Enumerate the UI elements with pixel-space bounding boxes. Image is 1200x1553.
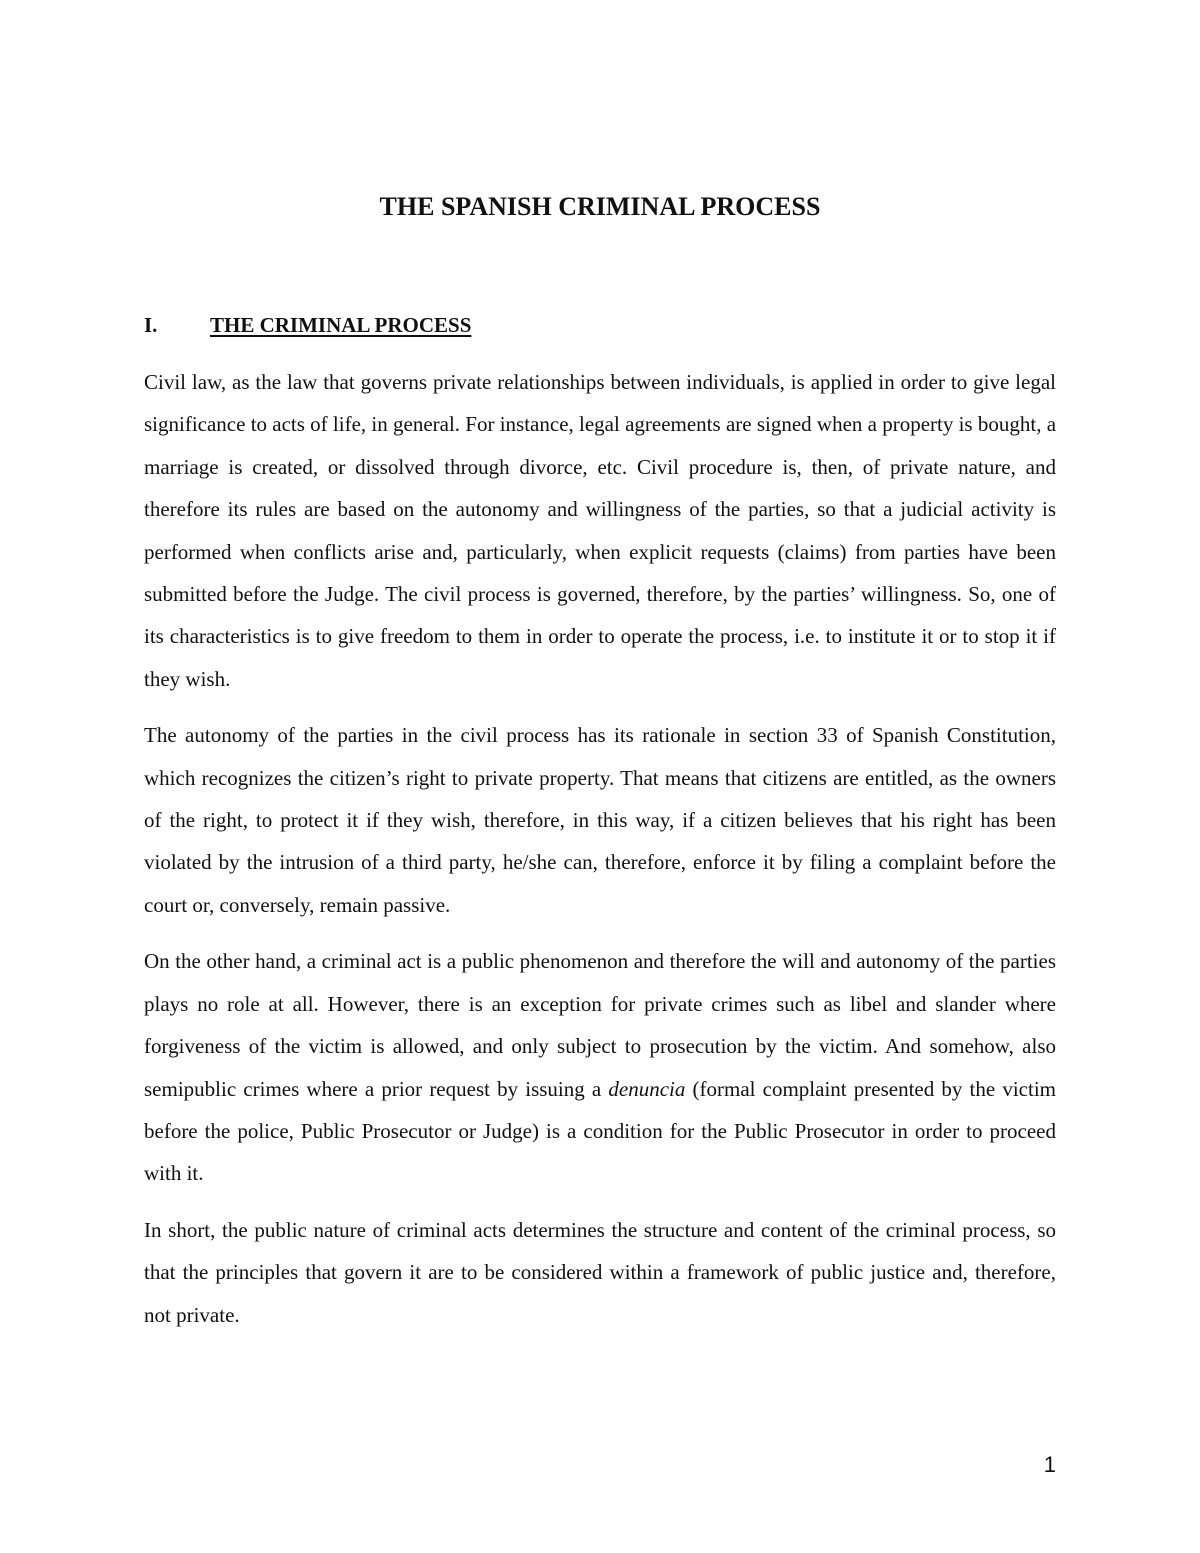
body-paragraph-3 xyxy=(144,940,1056,1194)
section-number: I. xyxy=(144,313,158,337)
page-number: 1 xyxy=(1043,1452,1056,1477)
document-body xyxy=(144,361,1056,1350)
section-heading-label: THE CRIMINAL PROCESS xyxy=(210,313,472,337)
paragraph-3-text-start: On the other hand, a criminal act is a public phenomenon and therefore the will and autonomy of the parties plays no role at all. However, there is an exception for private crimes such as libel and slander where forgiveness of the victim is allowed, and only subject to prosecution by the victim. And somehow, also semipublic crimes where a prior request by issuing a xyxy=(144,949,1056,1101)
body-paragraph-4: In short, the public nature of criminal acts determines the structure and content of the criminal process, so that the principles that govern it are to be considered within a framework of public justice and, therefore, not private. xyxy=(144,1217,1056,1327)
section-heading xyxy=(144,310,471,340)
paragraph-3-text-end: (formal complaint presented by the victim before the police, Public Prosecutor or Judge) is a condition for the Public Prosecutor in order to proceed with it. xyxy=(144,1076,1056,1186)
body-paragraph-2: The autonomy of the parties in the civil process has its rationale in section 33 of Spanish Constitution, which recognizes the citizen’s right to private property. That means that citizens are entitled, as the owners of the right, to protect it if they wish, therefore, in this way, if a citizen believes that his right has been violated by the intrusion of a third party, he/she can, therefore, enforce it by filing a complaint before the court or, conversely, remain passive. xyxy=(144,723,1056,917)
body-paragraph-1: Civil law, as the law that governs private relationships between individuals, is applied in order to give legal significance to acts of life, in general. For instance, legal agreements are signed when a property is bought, a marriage is created, or dissolved through divorce, etc. Civil procedure is, then, of private nature, and therefore its rules are based on the autonomy and willingness of the parties, so that a judicial activity is performed when conflicts arise and, particularly, when explicit requests (claims) from parties have been submitted before the Judge. The civil process is governed, therefore, by the parties’ willingness. So, one of its characteristics is to give freedom to them in order to operate the process, i.e. to institute it or to stop it if they wish. xyxy=(144,370,1057,691)
document-title: THE SPANISH CRIMINAL PROCESS xyxy=(379,192,821,221)
denuncia-term: denuncia xyxy=(608,1076,686,1101)
